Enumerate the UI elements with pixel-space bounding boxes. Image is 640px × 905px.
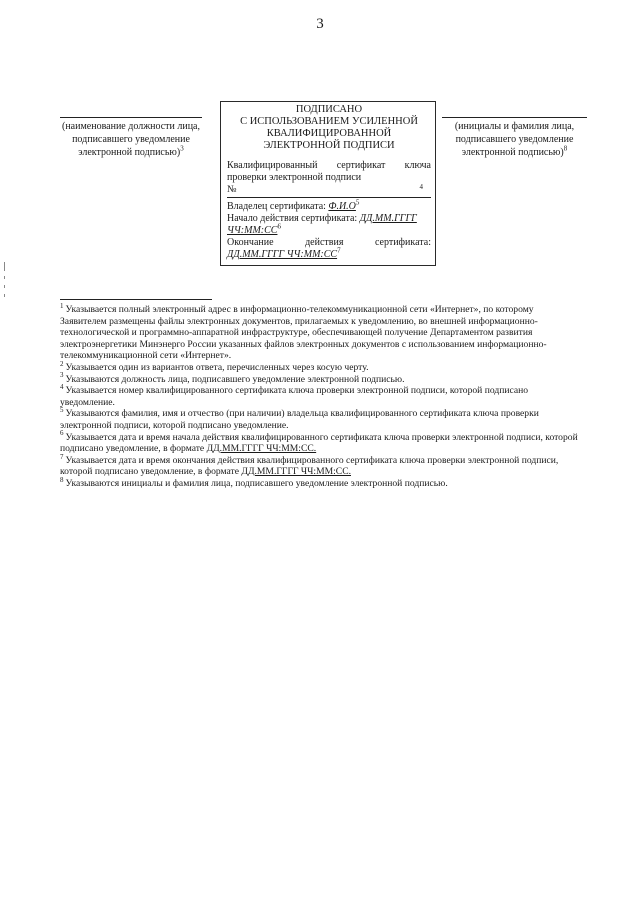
footnote-number: 7 <box>60 452 64 461</box>
footnote <box>60 382 580 408</box>
footnote <box>60 452 580 478</box>
page-number: 3 <box>316 16 324 32</box>
footnote-number: 1 <box>60 301 64 310</box>
footnote-number: 6 <box>60 429 64 438</box>
footnote-text: Указывается номер квалифицированного сертификата ключа проверки электронной подписи, которой подписано уведомление. <box>60 385 529 408</box>
certificate-start-time-row <box>227 222 431 237</box>
footnote-text: Указывается один из вариантов ответа, перечисленных через косую черту. <box>65 361 369 373</box>
stamp-title-line: ЭЛЕКТРОННОЙ ПОДПИСИ <box>263 140 395 151</box>
position-signature-field <box>60 117 202 159</box>
footnote-text: Указывается полный электронный адрес в информационно-телекоммуникационной сети «Интернет», по которому Заявителем размещены файлы электронных документов, прилагаемых к уведомлению, во внешней информационно-технологической и программно-аппаратной инфраструктуре, обеспечивающей получение Департаментом развития электроэнергетики Минэнерго России указанных файлов электронных документов с использованием информационно-телекоммуникационной сети «Интернет». <box>60 304 547 362</box>
end-footnote-ref: 7 <box>337 246 341 255</box>
certificate-end-value: ДД.ММ.ГГГГ ЧЧ:ММ:СС <box>227 249 338 260</box>
stamp-title-line: С ИСПОЛЬЗОВАНИЕМ УСИЛЕННОЙ <box>240 116 418 127</box>
electronic-signature-stamp <box>220 101 436 266</box>
certificate-heading-line: проверки электронной подписи <box>227 172 362 183</box>
footnote <box>60 301 580 362</box>
position-signature-label: (наименование должности лица, подписавшего уведомление электронной подписью) <box>61 121 200 158</box>
footnote-text: Указывается дата и время окончания действия квалифицированного сертификата ключа проверки электронной подписи, которой подписано уведомление, в формате <box>60 454 559 478</box>
footnote-number: 2 <box>60 359 64 368</box>
footnote-format: ДД.ММ.ГГГГ ЧЧ:ММ:СС. <box>206 443 317 455</box>
footnote-separator <box>60 299 212 300</box>
certificate-number-footnote-ref: 4 <box>419 183 423 191</box>
initials-signature-field <box>442 117 587 159</box>
footnote-text: Указываются должность лица, подписавшего уведомление электронной подписью. <box>65 373 405 385</box>
footnote-number: 3 <box>60 371 64 380</box>
stamp-body <box>227 160 431 261</box>
footnote <box>60 429 580 455</box>
scan-margin-mark <box>4 276 5 279</box>
certificate-owner-value: Ф.И.О <box>328 201 356 212</box>
initials-footnote-ref: 8 <box>563 144 568 153</box>
certificate-start-row <box>227 213 431 225</box>
scan-margin-mark <box>4 294 5 297</box>
certificate-start-label: Начало действия сертификата: <box>227 213 358 224</box>
certificate-start-date: ДД.ММ.ГГГГ <box>359 213 417 224</box>
footnote-text: Указываются фамилия, имя и отчество (при наличии) владельца квалифицированного сертификата ключа проверки электронной подписи, которой подписано уведомление. <box>60 408 539 431</box>
initials-signature-label: (инициалы и фамилия лица, подписавшего уведомление электронной подписью) <box>454 121 575 158</box>
certificate-owner-row <box>227 198 431 213</box>
certificate-heading-line: Квалифицированный сертификат ключа <box>227 160 431 171</box>
owner-footnote-ref: 5 <box>355 198 360 207</box>
footnote <box>60 408 580 431</box>
certificate-number-field <box>227 184 431 198</box>
footnote-text: Указывается дата и время начала действия квалифицированного сертификата ключа проверки электронной подписи, которой подписано уведомление, в формате <box>60 431 578 455</box>
footnote-number: 8 <box>60 475 64 484</box>
scan-margin-mark <box>4 262 5 271</box>
start-footnote-ref: 6 <box>277 222 281 231</box>
footnote-text: Указываются инициалы и фамилия лица, подписавшего уведомление электронной подписью. <box>65 477 448 489</box>
footnote-format: ДД.ММ.ГГГГ ЧЧ:ММ:СС. <box>241 466 351 478</box>
stamp-title-line: ПОДПИСАНО <box>295 104 363 115</box>
certificate-owner-label: Владелец сертификата: <box>227 201 326 212</box>
footnotes-section <box>60 301 580 490</box>
footnote <box>60 359 580 374</box>
scan-margin-mark <box>4 285 5 288</box>
position-footnote-ref: 3 <box>180 144 184 153</box>
footnote <box>60 475 580 490</box>
certificate-number-label: № <box>227 184 237 195</box>
certificate-end-label: Окончание действия сертификата: <box>227 237 431 248</box>
footnote-number: 4 <box>60 382 64 391</box>
certificate-start-time: ЧЧ:ММ:СС <box>227 225 278 236</box>
stamp-title <box>227 104 431 152</box>
certificate-end-row <box>227 246 431 261</box>
stamp-title-line: КВАЛИФИЦИРОВАННОЙ <box>266 128 392 139</box>
footnote <box>60 371 580 386</box>
footnote-number: 5 <box>60 406 64 415</box>
